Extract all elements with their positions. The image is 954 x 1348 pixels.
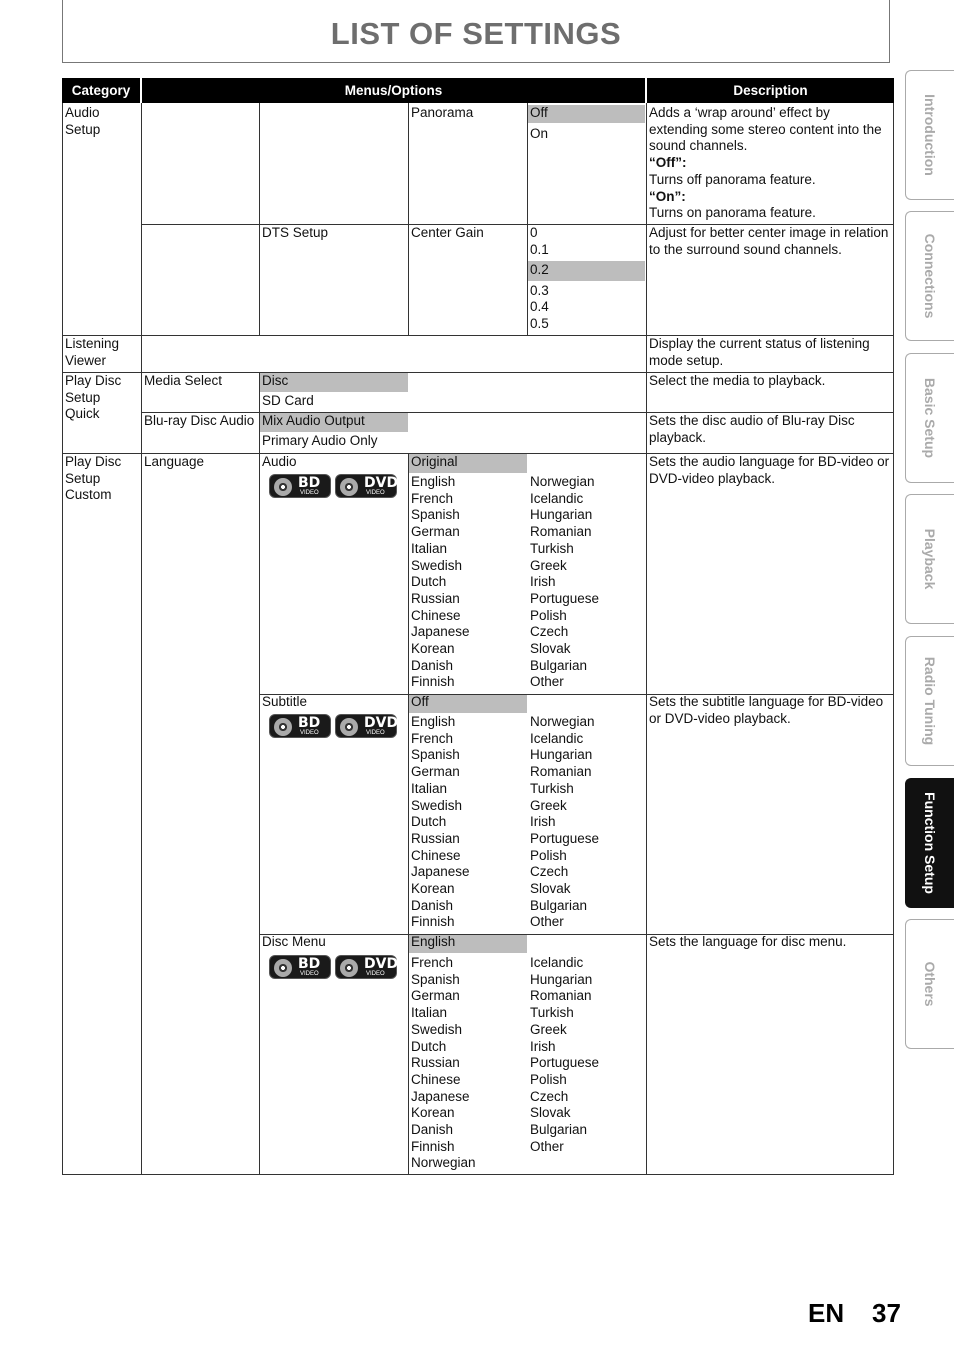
language-option: Korean <box>411 641 455 657</box>
language-option: Danish <box>411 1122 454 1138</box>
language-option: Korean <box>411 1105 455 1121</box>
discmenu-description: Sets the language for disc menu. <box>649 934 847 949</box>
language-option: Slovak <box>530 881 571 897</box>
dts-setup-label: DTS Setup <box>262 225 329 240</box>
discmenu-lang-col2 <box>530 955 599 1155</box>
dvd-video-icon: DVD VIDEO <box>335 474 397 498</box>
language-option: Polish <box>530 847 567 863</box>
language-option: Irish <box>530 1038 556 1054</box>
category-play-disc-quick: Play Disc Setup Quick <box>65 373 122 422</box>
discmenu-selected-option: English <box>411 934 456 949</box>
header-menus: Menus/Options <box>142 78 645 103</box>
tab-function-setup[interactable]: Function Setup <box>905 778 954 908</box>
table-border-bottom <box>62 1174 894 1175</box>
audio-lang-col1 <box>411 474 470 691</box>
gain-option-01: 0.1 <box>530 242 549 257</box>
bd-audio-description: Sets the disc audio of Blu-ray Disc playback. <box>649 413 855 445</box>
bd-audio-label: Blu-ray Disc Audio <box>144 413 255 428</box>
tab-introduction[interactable]: Introduction <box>905 70 954 200</box>
bd-audio-option-mix: Mix Audio Output <box>262 413 365 428</box>
category-play-disc-custom: Play Disc Setup Custom <box>65 454 122 503</box>
language-option: Norwegian <box>530 474 595 489</box>
language-option: Bulgarian <box>530 1122 588 1138</box>
divider-description <box>646 103 647 1175</box>
gain-option-02: 0.2 <box>530 262 549 277</box>
header-category: Category <box>62 78 140 103</box>
header-description: Description <box>647 78 894 103</box>
gain-option-03: 0.3 <box>530 283 549 298</box>
language-option: Japanese <box>411 624 470 640</box>
dvd-video-icon: DVD VIDEO <box>335 714 397 738</box>
language-option: Polish <box>530 1071 567 1087</box>
language-option: Icelandic <box>530 955 584 970</box>
language-option: Czech <box>530 864 569 880</box>
language-option: Danish <box>411 657 454 673</box>
language-option: Dutch <box>411 814 447 830</box>
audio-language-description: Sets the audio language for BD-video or DVD-video playback. <box>649 454 890 486</box>
panorama-option-off: Off <box>530 105 548 120</box>
subtitle-description: Sets the subtitle language for BD-video or DVD-video playback. <box>649 694 884 726</box>
language-option: Slovak <box>530 641 571 657</box>
media-option-sd: SD Card <box>262 393 314 408</box>
language-option: Greek <box>530 1021 567 1037</box>
language-option: Spanish <box>411 971 460 987</box>
language-option: French <box>411 490 454 506</box>
panorama-on-head: “On”: <box>649 188 686 204</box>
language-option: Turkish <box>530 780 574 796</box>
language-option: Czech <box>530 624 569 640</box>
divider-col2-audio <box>259 103 260 335</box>
divider-col4-audio <box>527 103 528 335</box>
panorama-desc-text: Adds a ‘wrap around’ effect by extending some stereo content into the sound channels. <box>649 105 882 154</box>
tab-basic-setup[interactable]: Basic Setup <box>905 353 954 483</box>
language-option: Korean <box>411 881 455 897</box>
language-option: Danish <box>411 897 454 913</box>
language-option: Spanish <box>411 507 460 523</box>
language-option: Icelandic <box>530 490 584 506</box>
audio-language-label: Audio <box>262 454 297 469</box>
language-option: Dutch <box>411 1038 447 1054</box>
panorama-option-on: On <box>530 126 549 141</box>
subtitle-selected-option: Off <box>411 694 429 709</box>
language-option: Russian <box>411 590 460 606</box>
language-option: Irish <box>530 574 556 590</box>
panorama-on-desc: Turns on panorama feature. <box>649 205 816 221</box>
dvd-video-icon: DVD VIDEO <box>335 955 397 979</box>
language-option: Dutch <box>411 574 447 590</box>
subtitle-lang-col2 <box>530 714 599 931</box>
panorama-description <box>649 105 891 222</box>
language-option: Japanese <box>411 1088 470 1104</box>
language-option: Chinese <box>411 847 461 863</box>
language-option: Hungarian <box>530 507 593 523</box>
gain-option-05: 0.5 <box>530 316 549 331</box>
center-gain-label: Center Gain <box>411 225 484 240</box>
language-option: Romanian <box>530 764 592 780</box>
listening-description: Display the current status of listening mode setup. <box>649 336 870 368</box>
table-border-right <box>893 103 894 1175</box>
language-option: German <box>411 988 460 1004</box>
language-option: Bulgarian <box>530 897 588 913</box>
language-option: Romanian <box>530 988 592 1004</box>
tab-playback[interactable]: Playback <box>905 494 954 624</box>
language-option: Hungarian <box>530 971 593 987</box>
language-label: Language <box>144 454 205 469</box>
table-border-left <box>62 103 63 1175</box>
language-option: Bulgarian <box>530 657 588 673</box>
language-option: Portuguese <box>530 830 600 846</box>
divider-col3-custom <box>408 453 409 1175</box>
language-option: Other <box>530 674 564 690</box>
bd-video-icon: BD VIDEO <box>269 955 331 979</box>
language-option: Portuguese <box>530 1055 600 1071</box>
media-select-label: Media Select <box>144 373 223 388</box>
language-option: Swedish <box>411 557 463 573</box>
language-option: Italian <box>411 780 448 796</box>
gain-option-0: 0 <box>530 225 538 240</box>
language-option: Icelandic <box>530 730 584 746</box>
tab-others[interactable]: Others <box>905 919 954 1049</box>
language-option: Swedish <box>411 1021 463 1037</box>
language-option: Italian <box>411 540 448 556</box>
audio-selected-option: Original <box>411 454 458 469</box>
language-option: Turkish <box>530 540 574 556</box>
panorama-off-head: “Off”: <box>649 155 687 171</box>
page-language: EN <box>808 1298 845 1328</box>
divider-category <box>141 103 142 1175</box>
language-option: English <box>411 474 456 489</box>
language-option: French <box>411 730 454 746</box>
language-option: Spanish <box>411 747 460 763</box>
category-audio-setup: Audio Setup <box>65 105 101 137</box>
title-frame <box>62 0 890 63</box>
language-option: Slovak <box>530 1105 571 1121</box>
language-option: Russian <box>411 1055 460 1071</box>
audio-lang-col2 <box>530 474 599 691</box>
dts-description: Adjust for better center image in relation to the surround sound channels. <box>649 225 889 257</box>
language-option: Other <box>530 914 564 930</box>
language-option: Swedish <box>411 797 463 813</box>
language-option: Chinese <box>411 1071 461 1087</box>
tab-radio-tuning[interactable]: Radio Tuning <box>905 636 954 766</box>
language-option: Greek <box>530 797 567 813</box>
discmenu-disc-badges <box>269 955 397 979</box>
subtitle-disc-badges <box>269 714 397 738</box>
subtitle-lang-col1 <box>411 714 470 931</box>
divider-col2-custom <box>259 453 260 1175</box>
tab-connections[interactable]: Connections <box>905 211 954 341</box>
language-option: Chinese <box>411 607 461 623</box>
media-option-disc: Disc <box>262 373 289 388</box>
language-option: French <box>411 955 454 970</box>
language-option: Norwegian <box>530 714 595 729</box>
language-option: Romanian <box>530 524 592 540</box>
language-option: German <box>411 764 460 780</box>
language-option: Japanese <box>411 864 470 880</box>
language-option: Finnish <box>411 674 455 690</box>
language-option: Greek <box>530 557 567 573</box>
panorama-off-desc: Turns off panorama feature. <box>649 171 816 187</box>
gain-option-04: 0.4 <box>530 299 549 314</box>
divider-col3-audio <box>408 103 409 335</box>
language-option: Norwegian <box>411 1155 476 1171</box>
disc-menu-label: Disc Menu <box>262 934 326 949</box>
bd-video-icon: BD VIDEO <box>269 474 331 498</box>
language-option: Finnish <box>411 1138 455 1154</box>
language-option: Irish <box>530 814 556 830</box>
audio-disc-badges <box>269 474 397 498</box>
media-description: Select the media to playback. <box>649 373 826 388</box>
language-option: Turkish <box>530 1005 574 1021</box>
language-option: Italian <box>411 1005 448 1021</box>
language-option: Russian <box>411 830 460 846</box>
language-option: German <box>411 524 460 540</box>
language-option: Polish <box>530 607 567 623</box>
subtitle-label: Subtitle <box>262 694 308 709</box>
language-option: Portuguese <box>530 590 600 606</box>
bd-audio-option-primary: Primary Audio Only <box>262 433 378 448</box>
bd-video-icon: BD VIDEO <box>269 714 331 738</box>
language-option: Finnish <box>411 914 455 930</box>
page-number: 37 <box>872 1298 901 1328</box>
language-option: English <box>411 714 456 729</box>
category-listening-viewer: Listening Viewer <box>65 336 120 368</box>
page-title: LIST OF SETTINGS <box>330 16 622 51</box>
language-option: Czech <box>530 1088 569 1104</box>
settings-table <box>62 78 894 1175</box>
language-option: Other <box>530 1138 564 1154</box>
discmenu-lang-col1 <box>411 955 476 1172</box>
language-option: Hungarian <box>530 747 593 763</box>
panorama-label: Panorama <box>411 105 474 120</box>
